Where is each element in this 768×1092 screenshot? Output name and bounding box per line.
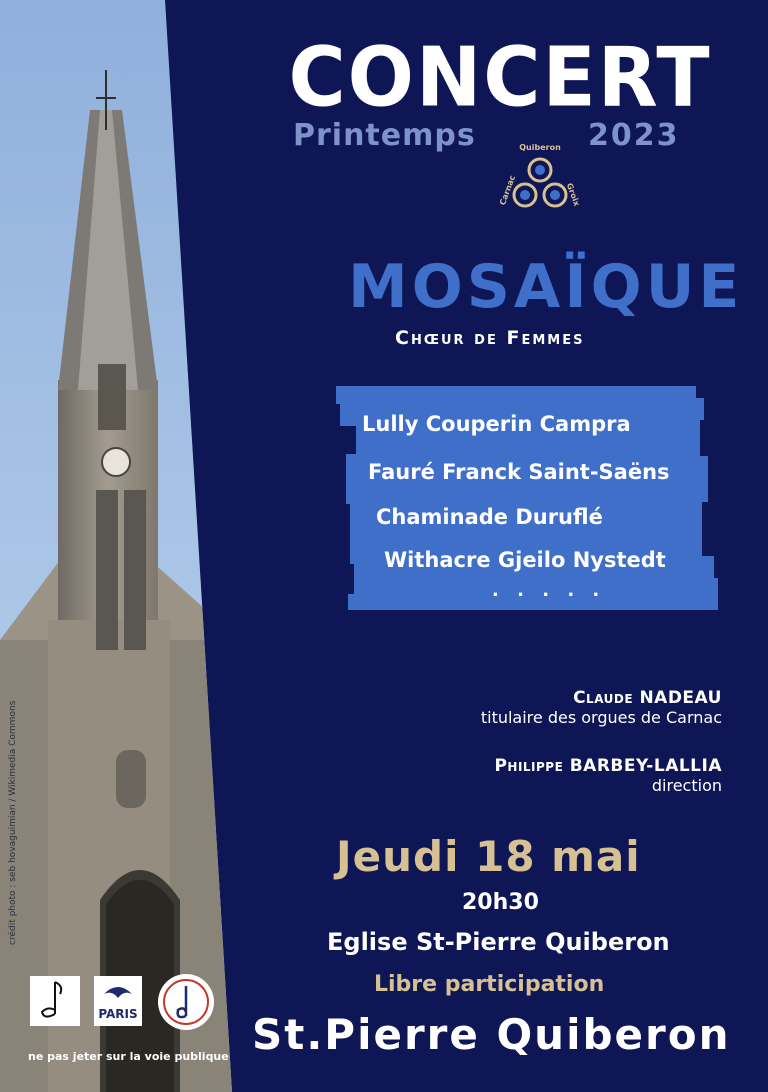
year-label: 2023: [588, 118, 680, 153]
performer-name: Claude NADEAU: [573, 688, 722, 708]
logo-text-left: Carnac: [498, 174, 518, 207]
performer-role: direction: [651, 776, 722, 795]
choir-name: MOSAÏQUE: [348, 252, 744, 322]
photo-credit: crédit photo : seb hovaguimian / Wikimedia Commons: [8, 700, 18, 945]
concert-town: St.Pierre Quiberon: [252, 1010, 731, 1059]
musique-a-choeur-logo-icon: [30, 976, 80, 1030]
paris-logo-icon: [94, 976, 142, 1030]
poster-title: CONCERT: [288, 30, 712, 126]
paris-logo-text: PARIS: [98, 1007, 138, 1021]
logo-text-right: Groix: [564, 181, 582, 208]
program-panel: [332, 384, 720, 612]
choir-subtitle: Chœur de Femmes: [395, 327, 585, 349]
performer-director: [494, 756, 722, 795]
footer-notice: ne pas jeter sur la voie publique: [28, 1050, 229, 1063]
performer-name: Philippe BARBEY-LALLIA: [494, 756, 722, 776]
program-line-3: Chaminade Duruflé: [376, 505, 603, 529]
performer-organist: [481, 688, 722, 727]
program-line-4: Withacre Gjeilo Nystedt: [384, 548, 666, 572]
entry-fee: Libre participation: [374, 972, 605, 997]
season-label: Printemps: [293, 118, 476, 153]
concert-date: Jeudi 18 mai: [336, 832, 641, 881]
triskel-logo-icon: [498, 140, 582, 224]
concert-venue: Eglise St-Pierre Quiberon: [327, 928, 670, 956]
clef-des-chants-logo-icon: [156, 972, 216, 1036]
program-more: . . . . .: [492, 580, 606, 601]
concert-time: 20h30: [462, 890, 539, 915]
performer-role: titulaire des orgues de Carnac: [480, 708, 722, 727]
program-line-2: Fauré Franck Saint-Saëns: [368, 460, 670, 484]
logo-text-top: Quiberon: [519, 143, 561, 152]
program-line-1: Lully Couperin Campra: [362, 412, 631, 436]
